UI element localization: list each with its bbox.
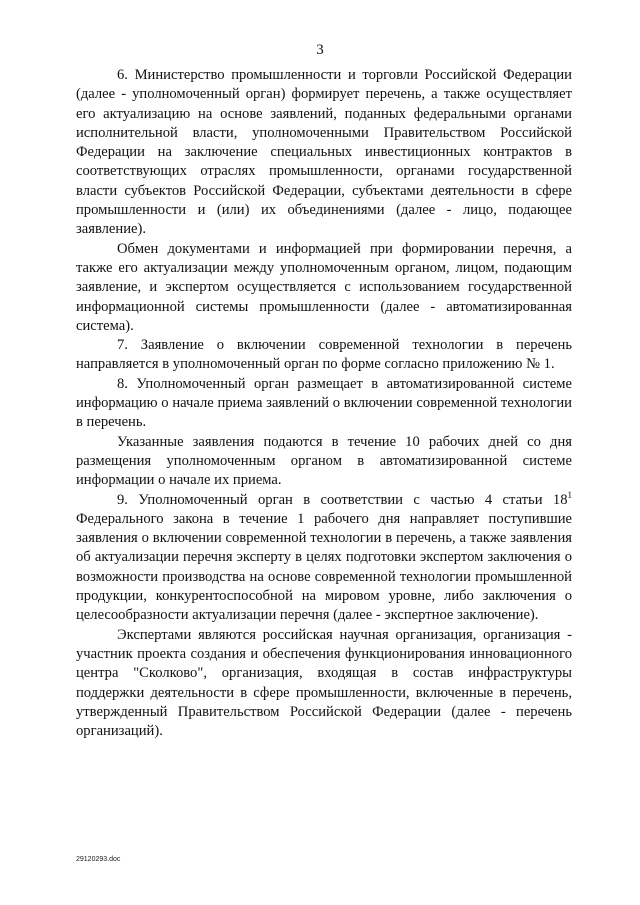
paragraph-6: 6. Министерство промышленности и торговли Российской Федерации (далее - уполномоченный орган) формирует перечень, а также осуществляет его актуализацию на основе заявлений, поданных федеральными органами исполнительной власти, уполномоченными Правительством Российской Федерации на заключение специальных инвестиционных контрактов в соответствующих отраслях промышленности, органами государственной власти субъектов Российской Федерации, субъектами деятельности в сфере промышленности и (или) их объединениями (далее - лицо, подающее заявление). xyxy=(76,67,572,238)
paragraph-7: 7. Заявление о включении современной технологии в перечень направляется в уполномоченный орган по форме согласно приложению № 1. xyxy=(76,337,572,373)
article-superscript: 1 xyxy=(567,489,572,500)
footer-filename: 29120293.doc xyxy=(76,856,121,863)
paragraph-applications-deadline: Указанные заявления подаются в течение 10 рабочих дней со дня размещения уполномоченным органом в автоматизированной системе информации о начале их приема. xyxy=(76,433,572,489)
paragraph-9-text-start: 9. Уполномоченный орган в соответствии с частью 4 статьи 18 xyxy=(117,491,568,508)
paragraph-document-exchange: Обмен документами и информацией при формировании перечня, а также его актуализации между уполномоченным органом, лицом, подающим заявление, и экспертом осуществляется с использованием государственной информационной системы промышленности (далее - автоматизированная система). xyxy=(76,240,572,334)
document-body xyxy=(76,66,572,741)
paragraph-experts: Экспертами являются российская научная организация, организация - участник проекта создания и обеспечения функционирования инновационного центра "Сколково", организация, входящая в состав инфраструктуры поддержки деятельности в сфере промышленности, включенные в перечень, утвержденный Правительством Российской Федерации (далее - перечень организаций). xyxy=(76,626,572,740)
paragraph-9-text-end: Федерального закона в течение 1 рабочего дня направляет поступившие заявления о включении современной технологии в перечень, а также заявления об актуализации перечня эксперту в целях подготовки экспертом заключения о возможности производства на основе современной технологии промышленной продукции, конкурентоспособной на мировом уровне, либо заключения о целесообразности актуализации перечня (далее - экспертное заключение). xyxy=(76,510,572,624)
page-number: 3 xyxy=(316,42,324,58)
paragraph-8: 8. Уполномоченный орган размещает в автоматизированной системе информацию о начале приема заявлений о включении современной технологии в перечень. xyxy=(76,375,572,431)
paragraph-9 xyxy=(76,491,572,626)
